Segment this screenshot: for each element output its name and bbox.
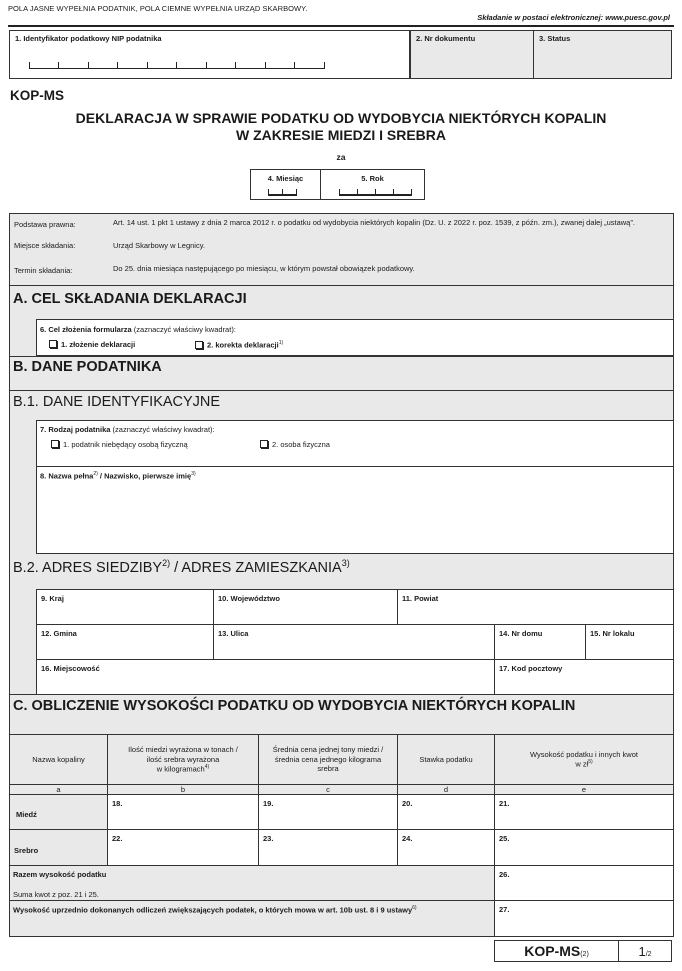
field26-total-tax[interactable]: 26. [494,865,674,901]
field22-silver-quantity[interactable]: 22. [107,829,259,866]
col-letter-e: e [581,785,587,794]
field6-hint: (zaznaczyć właściwy kwadrat): [131,325,236,334]
month-field[interactable] [250,169,321,200]
legal-basis-text: Art. 14 ust. 1 pkt 1 ustawy z dnia 2 marca 2012 r. o podatku od wydobycia niektórych kopalin (Dz. U. z 2022 r. poz. 1539, z późn. zm.), zwanej dalej „ustawą”. [113,218,635,227]
form-code: KOP-MS [10,88,64,103]
form-title-line1: DEKLARACJA W SPRAWIE PODATKU OD WYDOBYCIA NIEKTÓRYCH KOPALIN [75,110,607,126]
option-submission[interactable]: 1. złożenie deklaracji [49,340,135,349]
field15-apartment-number[interactable]: 15. Nr lokalu [585,624,674,660]
total-tax-row [9,865,495,901]
electronic-submission-link[interactable]: Składanie w postaci elektronicznej: www.puesc.gov.pl [477,13,670,22]
status-label: 3. Status [539,34,571,43]
field8-label: 8. Nazwa pełna [40,471,94,481]
section-b1-title: B.1. DANE IDENTYFIKACYJNE [13,394,221,410]
field7-label: 7. Rodzaj podatnika [40,425,111,434]
period-za-label: za [336,152,346,162]
field10-voivodeship[interactable]: 10. Województwo [213,589,398,625]
field14-house-number[interactable]: 14. Nr domu [494,624,586,660]
checkbox-submission[interactable] [49,340,57,348]
fill-instruction-note: POLA JASNE WYPEŁNIA PODATNIK, POLA CIEMNE WYPEŁNIA URZĄD SKARBOWY. [8,4,308,13]
checkbox-natural-person[interactable] [260,440,268,448]
field13-street[interactable]: 13. Ulica [213,624,495,660]
table-row-silver-name: Srebro [9,829,108,866]
nip-label: 1. Identyfikator podatkowy NIP podatnika [15,34,162,43]
table-row-copper-name: Miedź [9,794,108,830]
field25-silver-tax[interactable]: 25. [494,829,674,866]
col-header-tax-rate: Stawka podatku [397,734,495,785]
field24-silver-rate[interactable]: 24. [397,829,495,866]
deadline-text: Do 25. dnia miesiąca następującego po miesiącu, w którym powstał obowiązek podatkowy. [113,264,415,273]
status-field [533,30,672,79]
top-divider [8,25,674,27]
field19-copper-price[interactable]: 19. [258,794,398,830]
field12-municipality[interactable]: 12. Gmina [36,624,214,660]
month-label: 4. Miesiąc [267,174,304,183]
section-b-title: B. DANE PODATNIKA [13,359,162,375]
field11-county[interactable]: 11. Powiat [397,589,674,625]
doc-number-field [410,30,534,79]
option-natural-person[interactable]: 2. osoba fizyczna [260,440,330,449]
field6-label: 6. Cel złożenia formularza [40,325,132,334]
deduction-row: Wysokość uprzednio dokonanych odliczeń zwiększających podatek, o których mowa w art. 10b ust. 8 i 9 ustawy$^{6)}$ [9,900,495,937]
deduction-label: Wysokość uprzednio dokonanych odliczeń zwiększających podatek, o których mowa w art. 10b ust. 8 i 9 ustawy [13,905,413,915]
footer-page-number: 1/2 [618,940,672,962]
option-non-natural-person[interactable]: 1. podatnik niebędący osobą fizyczną [51,440,188,449]
col-letter-c: c [326,785,330,794]
info-block [9,213,674,286]
field18-copper-quantity[interactable]: 18. [107,794,259,830]
field16-locality[interactable]: 16. Miejscowość [36,659,495,695]
col-header-mineral: Nazwa kopaliny [9,734,108,785]
col-header-quantity: Ilość miedzi wyrażona w tonach / ilość srebra wyrażona w kilogramach$^{4)}$ [107,734,259,785]
total-tax-label: Razem wysokość podatku [13,870,107,879]
section-a-title: A. CEL SKŁADANIA DEKLARACJI [13,291,247,307]
legal-basis-label: Podstawa prawna: [14,220,76,229]
doc-number-label: 2. Nr dokumentu [416,34,476,43]
place-label: Miejsce składania: [14,241,76,250]
field9-country[interactable]: 9. Kraj [36,589,214,625]
col-letter-d: d [443,785,449,794]
field7-hint: (zaznaczyć właściwy kwadrat): [110,425,215,434]
deadline-label: Termin składania: [14,266,73,275]
option-correction[interactable]: 2. korekta deklaracji$^{1)}$ [195,340,283,350]
field20-copper-rate[interactable]: 20. [397,794,495,830]
field7-taxpayer-type [36,420,674,467]
footer-form-code: KOP-MS(2) [494,940,619,962]
col-header-tax-amount: Wysokość podatku i innych kwot w $zł^{5)}$ [494,734,674,785]
field8-full-name[interactable]: 8. Nazwa pełna$^{2)}$ / Nazwisko, pierwsze imię$^{3)}$ [36,466,674,554]
col-letter-b: b [180,785,186,794]
field27-deduction[interactable]: 27. [494,900,674,937]
checkbox-non-natural-person[interactable] [51,440,59,448]
checkbox-correction[interactable] [195,341,203,349]
year-label: 5. Rok [361,174,384,183]
field6-purpose [36,319,674,356]
form-title-line2: W ZAKRESIE MIEDZI I SREBRA [235,127,446,143]
section-b2-title: B.2. ADRES SIEDZIBY$^{2)}$ / ADRES ZAMIESZKANIA$^{3)}$ [13,558,350,576]
nip-field[interactable] [9,30,410,79]
field21-copper-tax[interactable]: 21. [494,794,674,830]
col-letter-a: a [56,785,61,794]
field23-silver-price[interactable]: 23. [258,829,398,866]
nip-digit-line [29,68,325,69]
field17-postal-code[interactable]: 17. Kod pocztowy [494,659,674,695]
col-header-average-price: Średnia cena jednej tony miedzi / średnia cena jednego kilograma srebra [258,734,398,785]
year-field[interactable] [320,169,425,200]
place-text: Urząd Skarbowy w Legnicy. [113,241,205,250]
total-tax-hint: Suma kwot z poz. 21 i 25. [13,890,99,899]
section-c-title: C. OBLICZENIE WYSOKOŚCI PODATKU OD WYDOBYCIA NIEKTÓRYCH KOPALIN [13,698,576,714]
